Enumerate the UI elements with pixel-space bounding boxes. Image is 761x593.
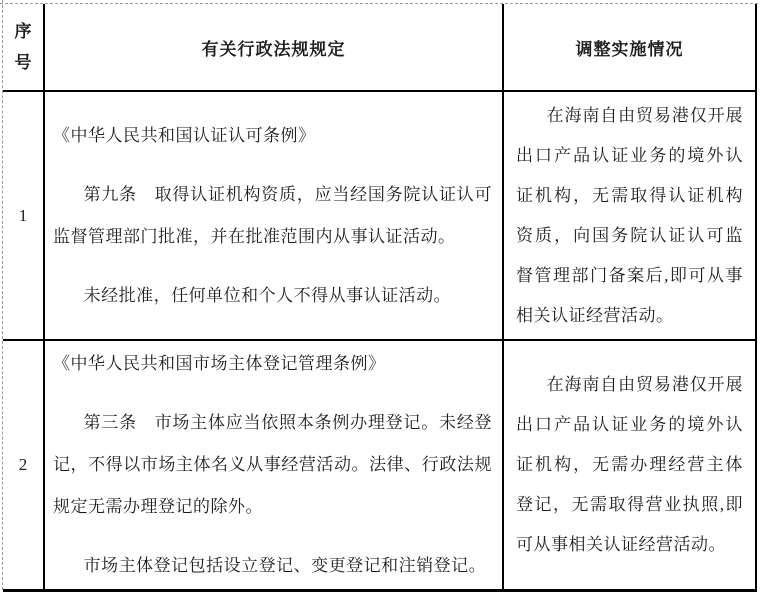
implementation-text: 在海南自由贸易港仅开展出口产品认证业务的境外认证机构，无需取得认证机构资质，向国务院认证认可监督管理部门备案后,即可从事相关认证经营活动。 xyxy=(516,105,743,325)
regulations-table xyxy=(3,4,757,592)
law-paragraph: 未经批准，任何单位和个人不得从事认证活动。 xyxy=(83,285,452,305)
table-header-row xyxy=(3,4,756,91)
row-1-number-cell: 1 xyxy=(3,91,44,340)
serial-number-label xyxy=(11,16,35,78)
serial-number-char-2: 号 xyxy=(14,53,32,72)
row-1-implementation-cell xyxy=(503,91,756,340)
implementation-text: 在海南自由贸易港仅开展出口产品认证业务的境外认证机构，无需办理经营主体登记，无需取得营业执照,即可从事相关认证经营活动。 xyxy=(516,375,743,554)
row-1-law-cell xyxy=(44,91,503,340)
serial-number-char-1: 序 xyxy=(14,22,32,41)
law-paragraph: 第九条 取得认证机构资质，应当经国务院认证认可监督管理部门批准，并在批准范围内从事认证活动。 xyxy=(53,184,492,246)
header-cell-regulations: 有关行政法规规定 xyxy=(44,4,503,91)
row-2-law-cell xyxy=(44,340,503,591)
law-paragraph: 第三条 市场主体应当依照本条例办理登记。未经登记，不得以市场主体名义从事经营活动。法律、行政法规规定无需办理登记的除外。 xyxy=(53,413,492,516)
table-row-2 xyxy=(3,340,756,591)
row-2-implementation-cell xyxy=(503,340,756,591)
row-2-number-cell: 2 xyxy=(3,340,44,591)
header-cell-implementation: 调整实施情况 xyxy=(503,4,756,91)
header-cell-serial-number xyxy=(3,4,44,91)
law-title: 《中华人民共和国认证认可条例》 xyxy=(53,125,316,145)
law-title: 《中华人民共和国市场主体登记管理条例》 xyxy=(53,354,386,373)
law-paragraph: 市场主体登记包括设立登记、变更登记和注销登记。 xyxy=(83,556,487,575)
table-row-1 xyxy=(3,91,756,340)
